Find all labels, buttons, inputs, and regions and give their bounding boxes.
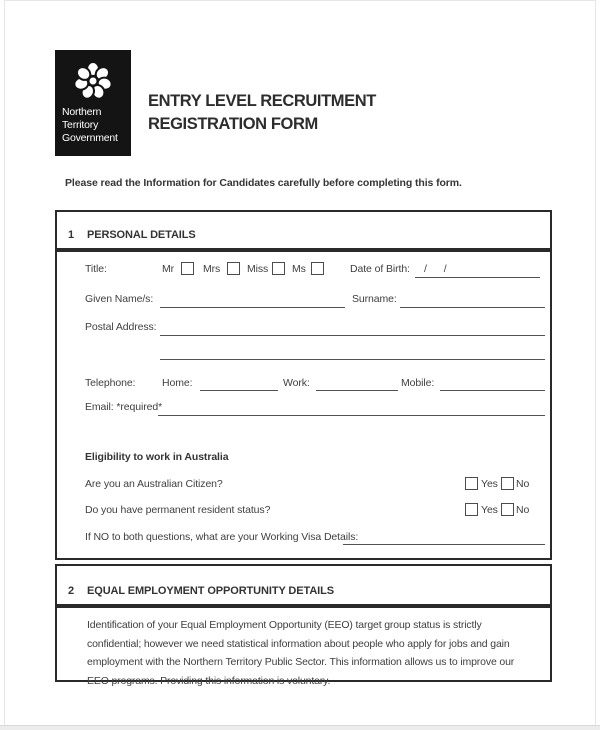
- flower-icon: [66, 56, 120, 106]
- option-mrs-label: Mrs: [203, 263, 221, 275]
- checkbox-citizen-no[interactable]: [501, 477, 514, 490]
- phone-work-field-line[interactable]: [316, 376, 398, 391]
- postal-address-field-line1[interactable]: [160, 320, 545, 336]
- eligibility-heading: Eligibility to work in Australia: [85, 451, 229, 463]
- visa-details-field-line[interactable]: [343, 530, 545, 545]
- checkbox-ms[interactable]: [311, 262, 324, 275]
- dob-label: Date of Birth:: [350, 263, 410, 275]
- page-edge-right: [595, 0, 596, 726]
- phone-home-field-line[interactable]: [200, 376, 278, 391]
- telephone-label: Telephone:: [85, 377, 136, 389]
- option-miss-label: Miss: [247, 263, 269, 275]
- option-mr-label: Mr: [162, 263, 175, 275]
- checkbox-citizen-yes[interactable]: [465, 477, 478, 490]
- section2-number: 2: [68, 585, 75, 597]
- checkbox-mr[interactable]: [181, 262, 194, 275]
- form-title: [148, 90, 376, 136]
- email-field-line[interactable]: [158, 400, 545, 416]
- section1-header: [55, 210, 552, 250]
- logo-text-line: Territory: [62, 119, 99, 131]
- question-citizen: Are you an Australian Citizen?: [85, 478, 223, 490]
- section2-header: [55, 564, 552, 606]
- eeo-paragraph: Identification of your Equal Employment Opportunity (EEO) target group status is strictly confidential; however we need statistical information about people who apply for jobs and gain employment with the Northern Territory Public Sector. This information allows us to improve our EEO programs. Providing this information is voluntary.: [87, 619, 515, 687]
- form-title-line2: REGISTRATION FORM: [148, 115, 318, 133]
- logo-text-line: Northern: [62, 106, 102, 118]
- phone-work-label: Work:: [283, 377, 310, 389]
- instruction-text: Please read the Information for Candidates carefully before completing this form.: [65, 177, 462, 189]
- dob-slashes: / /: [424, 263, 447, 275]
- visa-details-label: If NO to both questions, what are your Working Visa Details:: [85, 531, 359, 543]
- email-label: Email: *required*: [85, 401, 163, 413]
- form-title-line1: ENTRY LEVEL RECRUITMENT: [148, 92, 376, 110]
- checkbox-mrs[interactable]: [227, 262, 240, 275]
- nt-government-logo: [55, 50, 131, 156]
- postal-address-field-line2[interactable]: [160, 344, 545, 360]
- section1-title: PERSONAL DETAILS: [87, 229, 196, 241]
- citizen-yes-label: Yes: [481, 478, 498, 490]
- given-name-field-line[interactable]: [160, 292, 345, 308]
- section2-title: EQUAL EMPLOYMENT OPPORTUNITY DETAILS: [87, 585, 334, 597]
- page-edge-bottom: [0, 725, 600, 730]
- page-edge-left: [4, 0, 5, 726]
- checkbox-resident-yes[interactable]: [465, 503, 478, 516]
- checkbox-miss[interactable]: [272, 262, 285, 275]
- page-edge-top: [4, 0, 596, 1]
- resident-no-label: No: [516, 504, 530, 516]
- section2-content: [55, 606, 552, 687]
- citizen-no-label: No: [516, 478, 530, 490]
- phone-home-label: Home:: [162, 377, 193, 389]
- phone-mobile-field-line[interactable]: [440, 376, 545, 391]
- section1-number: 1: [68, 229, 75, 241]
- title-label: Title:: [85, 263, 107, 275]
- phone-mobile-label: Mobile:: [401, 377, 435, 389]
- question-resident: Do you have permanent resident status?: [85, 504, 271, 516]
- option-ms-label: Ms: [292, 263, 306, 275]
- surname-field-line[interactable]: [400, 292, 545, 308]
- checkbox-resident-no[interactable]: [501, 503, 514, 516]
- given-name-label: Given Name/s:: [85, 293, 154, 305]
- logo-text-line: Government: [62, 132, 118, 144]
- surname-label: Surname:: [352, 293, 397, 305]
- resident-yes-label: Yes: [481, 504, 498, 516]
- postal-address-label: Postal Address:: [85, 321, 157, 333]
